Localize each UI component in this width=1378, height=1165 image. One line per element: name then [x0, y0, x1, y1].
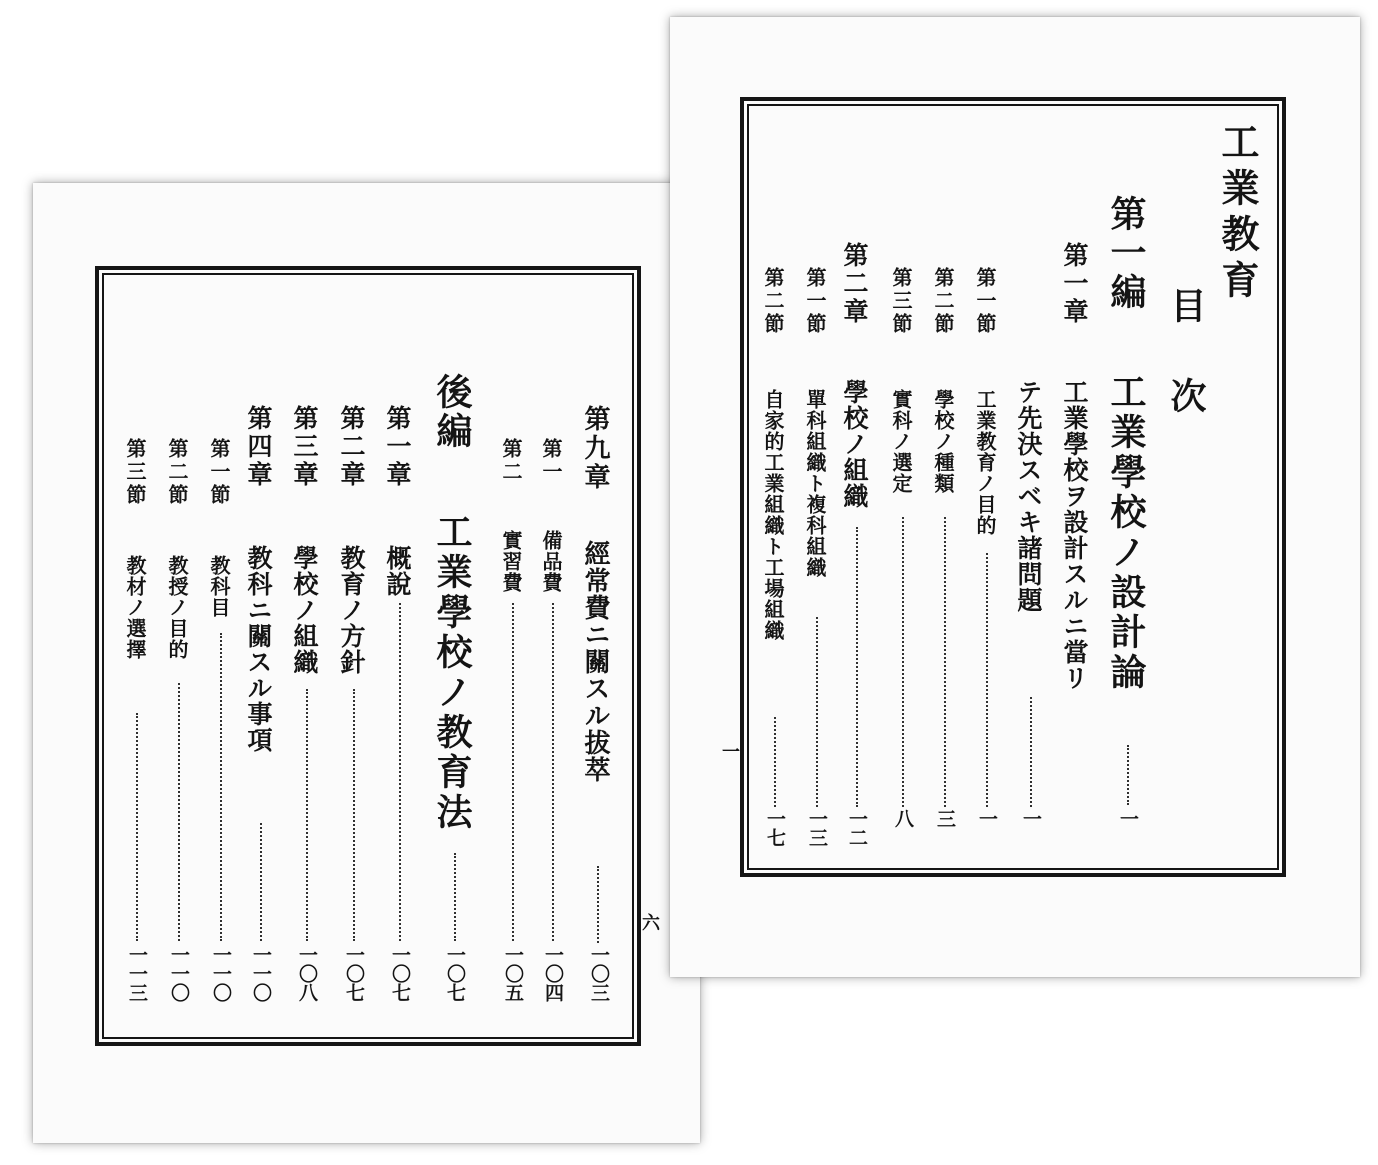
page-number: 一 [719, 742, 740, 760]
entry-page: 一七 [764, 809, 786, 847]
entry-page: 一 [1117, 809, 1139, 828]
leader-dots [353, 689, 355, 941]
entry-title-continued: テ先決スベキ諸問題 [1014, 379, 1043, 613]
entry-label: 第二節 [931, 267, 955, 336]
entry-label: 第二節 [165, 438, 189, 507]
entry-label: 第一節 [207, 438, 231, 507]
leader-dots [1127, 745, 1129, 805]
entry-label: 第三節 [123, 438, 147, 507]
entry-page: 一 [976, 809, 998, 828]
entry-page: 一〇五 [502, 945, 524, 1002]
leader-dots [220, 633, 222, 941]
left-page [33, 183, 700, 1143]
entry-label: 第九章 [580, 405, 610, 492]
entry-label: 第一節 [803, 267, 827, 336]
entry-title: 自家的工業組織ト工場組織 [761, 389, 785, 641]
entry-label: 第一節 [973, 267, 997, 336]
entry-page: 一〇七 [444, 945, 466, 1002]
entry-title: 學校ノ組織 [840, 379, 869, 509]
leader-dots [1030, 697, 1032, 807]
entry-title: 學校ノ組織 [290, 545, 319, 675]
entry-title: 單科組織ト複科組織 [803, 389, 827, 578]
entry-page: 一一三 [126, 945, 148, 1002]
entry-label: 第三章 [290, 405, 319, 489]
entry-label: 第一章 [383, 405, 412, 489]
entry-page: 一三 [806, 809, 828, 847]
entry-label: 第二章 [840, 242, 869, 326]
leader-dots [552, 603, 554, 941]
entry-label: 後編 [431, 373, 473, 451]
entry-title: 經常費ニ關スル拔萃 [580, 540, 610, 783]
leader-dots [178, 683, 180, 941]
entry-page: 一〇七 [343, 945, 365, 1002]
entry-title: 備品費 [539, 530, 563, 593]
entry-title: 工業學校ノ教育法 [431, 513, 473, 833]
entry-page: 一〇四 [542, 945, 564, 1002]
entry-page: 一〇七 [389, 945, 411, 1002]
entry-label: 第二章 [337, 405, 366, 489]
entry-page: 一二 [846, 809, 868, 847]
entry-label: 第二節 [761, 267, 785, 336]
entry-title: 教科目 [207, 555, 231, 618]
entry-title: 概說 [383, 545, 412, 597]
entry-page: 一〇三 [588, 945, 610, 1002]
entry-label: 第一 [539, 438, 563, 484]
leader-dots [260, 823, 262, 941]
entry-page: 一 [1020, 809, 1042, 828]
leader-dots [856, 527, 858, 807]
leader-dots [399, 603, 401, 941]
leader-dots [136, 713, 138, 941]
leader-dots [944, 517, 946, 807]
page-number: 六 [639, 913, 660, 931]
entry-page: 一〇八 [296, 945, 318, 1002]
entry-title: 教育ノ方針 [337, 545, 366, 675]
entry-label: 第一章 [1060, 242, 1089, 326]
entry-title: 工業學校ノ設計論 [1105, 373, 1147, 693]
right-page [670, 17, 1360, 977]
entry-title: 實科ノ選定 [889, 389, 913, 494]
entry-label: 第四章 [244, 405, 273, 489]
entry-page: 一一〇 [168, 945, 190, 1002]
entry-page: 一一〇 [210, 945, 232, 1002]
entry-label: 第三節 [889, 267, 913, 336]
book-title: 工業教育 [1215, 122, 1260, 306]
entry-page: 三 [934, 809, 956, 828]
leader-dots [306, 689, 308, 941]
entry-title: 工業教育ノ目的 [973, 389, 997, 536]
leader-dots [816, 617, 818, 807]
leader-dots [902, 517, 904, 807]
entry-label: 第一編 [1105, 195, 1147, 312]
entry-page: 八 [892, 809, 914, 828]
leader-dots [512, 603, 514, 941]
entry-title: 學校ノ種類 [931, 389, 955, 494]
entry-title: 實習費 [499, 530, 523, 593]
entry-page: 一一〇 [250, 945, 272, 1002]
leader-dots [454, 853, 456, 941]
entry-title: 教材ノ選擇 [123, 555, 147, 660]
leader-dots [986, 553, 988, 807]
entry-title: 教授ノ目的 [165, 555, 189, 660]
entry-title: 教科ニ關スル事項 [244, 545, 273, 753]
leader-dots [774, 717, 776, 807]
entry-title: 工業學校ヲ設計スルニ當リ [1060, 379, 1089, 691]
leader-dots [597, 866, 599, 943]
entry-label: 第二 [499, 438, 523, 484]
toc-heading: 目次 [1165, 287, 1207, 467]
